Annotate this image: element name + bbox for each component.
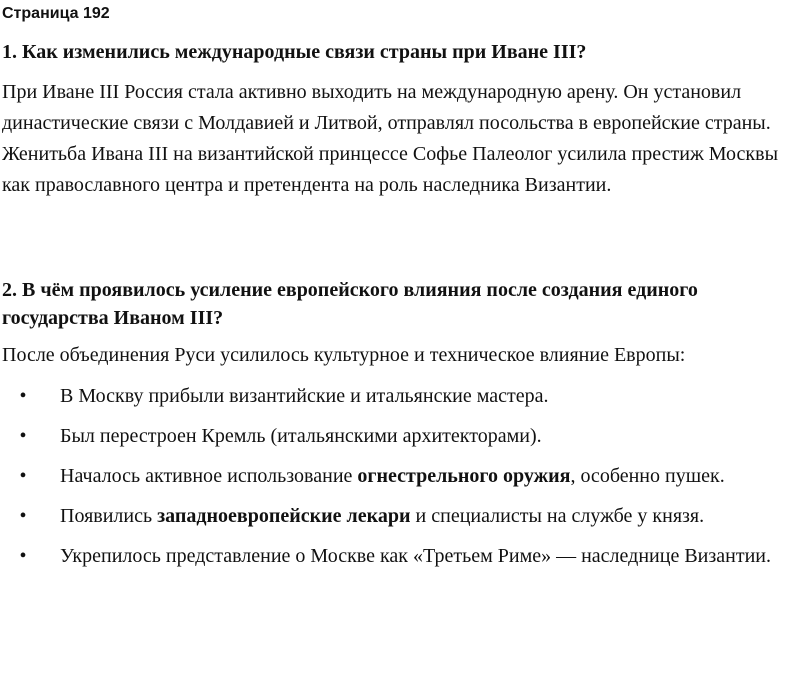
list-item	[0, 541, 800, 572]
answer-2-bullet-list	[0, 381, 800, 581]
page-number-label: Страница 192	[2, 5, 110, 22]
bullet-icon: •	[19, 425, 27, 447]
list-item-text-tail: , особенно пушек.	[570, 465, 725, 487]
list-item-text: Был перестроен Кремль (итальянскими архитекторами).	[60, 425, 542, 447]
list-item-text: В Москву прибыли византийские и итальянские мастера.	[60, 385, 549, 407]
bullet-icon: •	[19, 505, 27, 527]
bullet-icon: •	[19, 545, 27, 567]
answer-2-intro: После объединения Руси усилилось культурное и техническое влияние Европы:	[2, 344, 686, 366]
answer-1-paragraph: При Иване III Россия стала активно выходить на международную арену. Он установил династические связи с Молдавией и Литвой, отправлял посольства в европейские страны. Женитьба Ивана III на византийской принцессе Софье Палеолог усилила престиж Москвы как православного центра и претендента на роль наследника Византии.	[2, 81, 779, 196]
list-item-text: Появились	[60, 505, 158, 527]
bullet-icon: •	[19, 385, 27, 407]
list-item-text: Началось активное использование	[60, 465, 358, 487]
question-2-heading: 2. В чём проявилось усиление европейского влияния после создания единого государства Иваном III?	[2, 279, 698, 329]
list-item	[0, 381, 800, 412]
list-item-bold-text: западноевропейские лекари	[157, 505, 411, 527]
list-item-text-tail: и специалисты на службе у князя.	[410, 505, 705, 527]
list-item	[0, 421, 800, 452]
list-item	[0, 501, 800, 532]
list-item-text: Укрепилось представление о Москве как «Третьем Риме» — наследнице Византии.	[60, 545, 771, 567]
list-item-bold-text: огнестрельного оружия	[357, 465, 571, 487]
bullet-icon: •	[19, 465, 27, 487]
list-item	[0, 461, 800, 492]
question-1-heading: 1. Как изменились международные связи страны при Иване III?	[2, 41, 587, 63]
